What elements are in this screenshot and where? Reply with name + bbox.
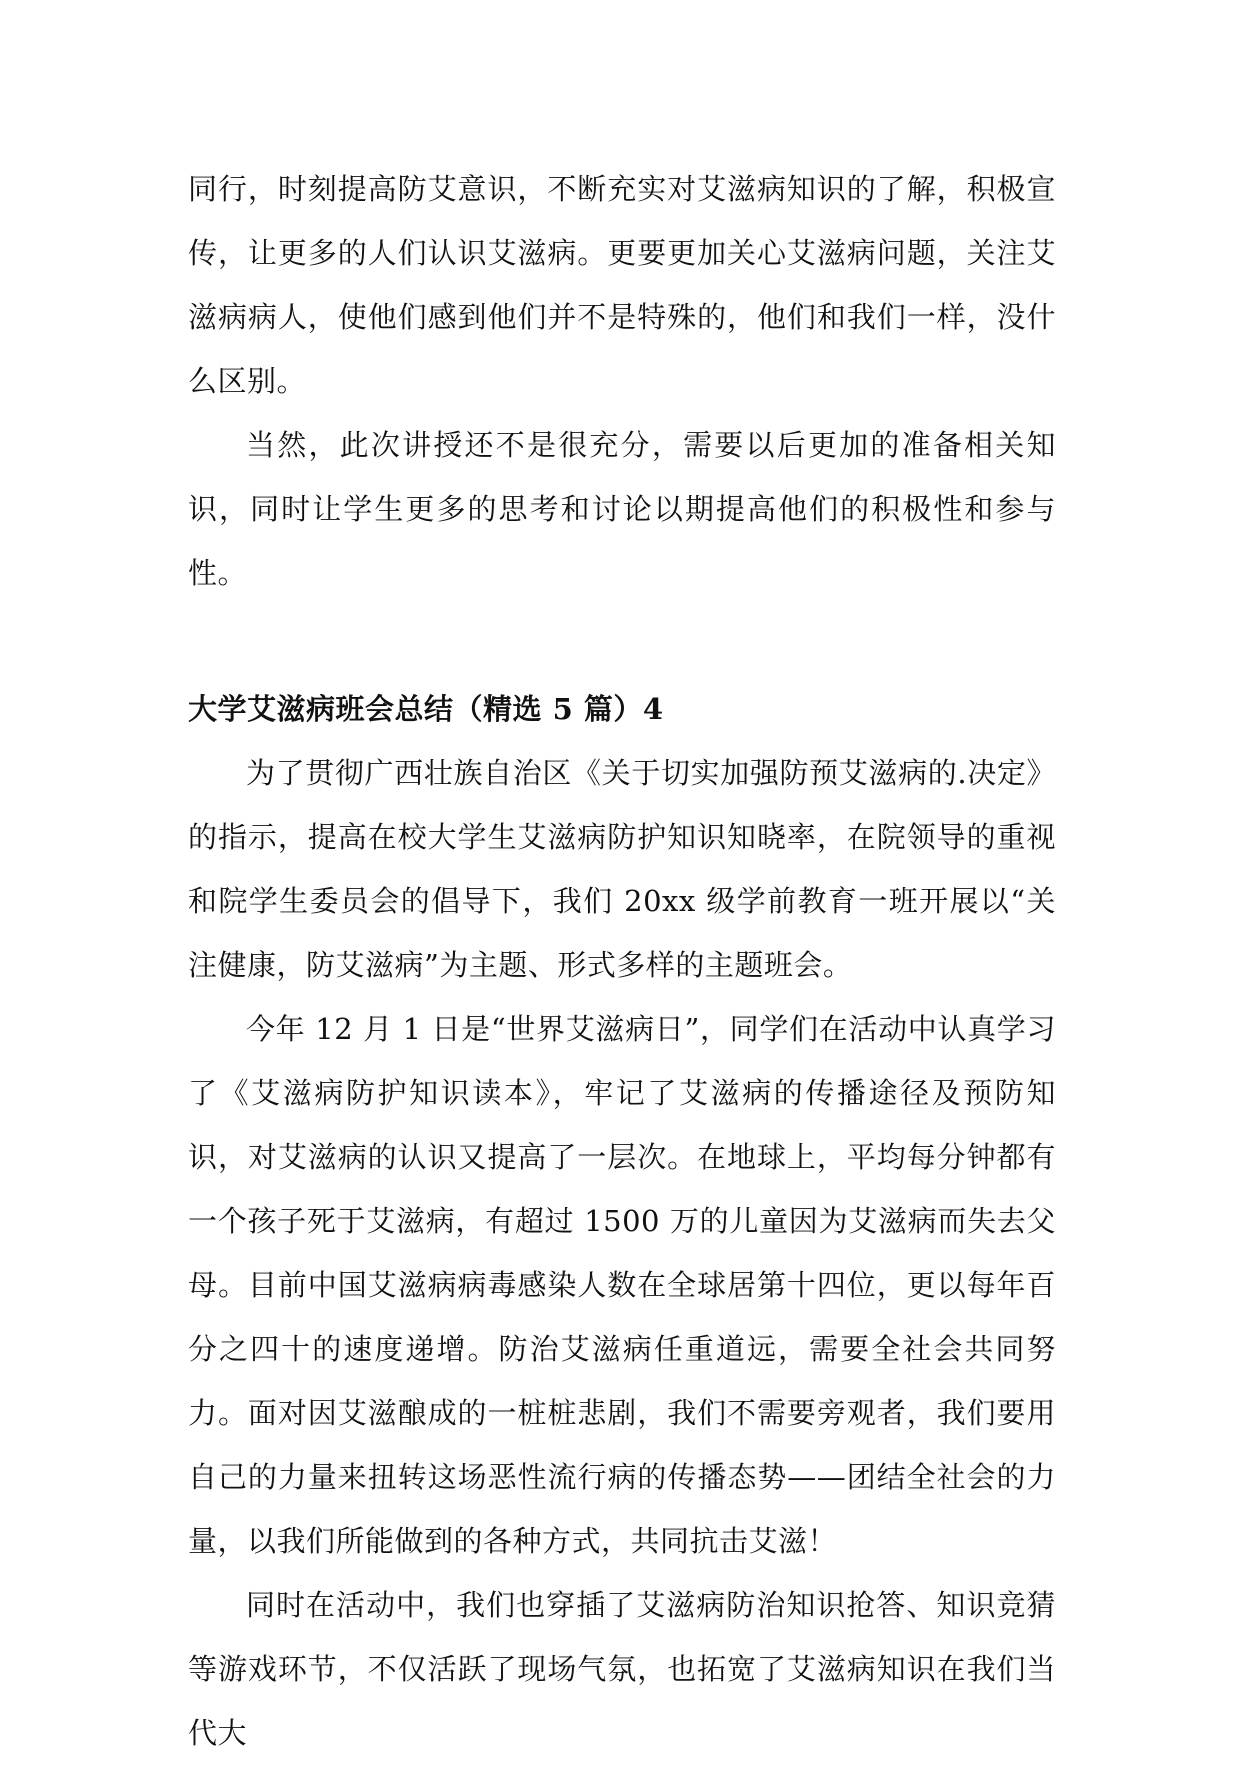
paragraph-activities: 同时在活动中，我们也穿插了艾滋病防治知识抢答、知识竞猜等游戏环节，不仅活跃了现场气氛，也拓宽了艾滋病知识在我们当代大 bbox=[188, 1588, 1056, 1750]
section-title: 大学艾滋病班会总结（精选 5 篇）4 bbox=[188, 692, 664, 726]
paragraph-aids-day: 今年 12 月 1 日是“世界艾滋病日”，同学们在活动中认真学习了《艾滋病防护知识读本》，牢记了艾滋病的传播途径及预防知识，对艾滋病的认识又提高了一层次。在地球上，平均每分钟都有一个孩子死于艾滋病，有超过 1500 万的儿童因为艾滋病而失去父母。目前中国艾滋病病毒感染人数在全球居第十四位，更以每年百分之四十的速度递增。防治艾滋病任重道远，需要全社会共同努力。面对因艾滋酿成的一桩桩悲剧，我们不需要旁观者，我们要用自己的力量来扭转这场恶性流行病的传播态势——团结全社会的力量，以我们所能做到的各种方式，共同抗击艾滋！ bbox=[188, 1012, 1056, 1558]
paragraph-intro: 为了贯彻广西壮族自治区《关于切实加强防预艾滋病的.决定》的指示，提高在校大学生艾滋病防护知识知晓率，在院领导的重视和院学生委员会的倡导下，我们 20xx 级学前教育一班开展以“关注健康，防艾滋病”为主题、形式多样的主题班会。 bbox=[188, 756, 1056, 982]
paragraph-continued: 同行，时刻提高防艾意识，不断充实对艾滋病知识的了解，积极宣传，让更多的人们认识艾滋病。更要更加关心艾滋病问题，关注艾滋病病人，使他们感到他们并不是特殊的，他们和我们一样，没什么区别。 bbox=[188, 172, 1056, 398]
document-body bbox=[188, 157, 1056, 1765]
paragraph-conclusion: 当然，此次讲授还不是很充分，需要以后更加的准备相关知识，同时让学生更多的思考和讨论以期提高他们的积极性和参与性。 bbox=[188, 428, 1056, 590]
